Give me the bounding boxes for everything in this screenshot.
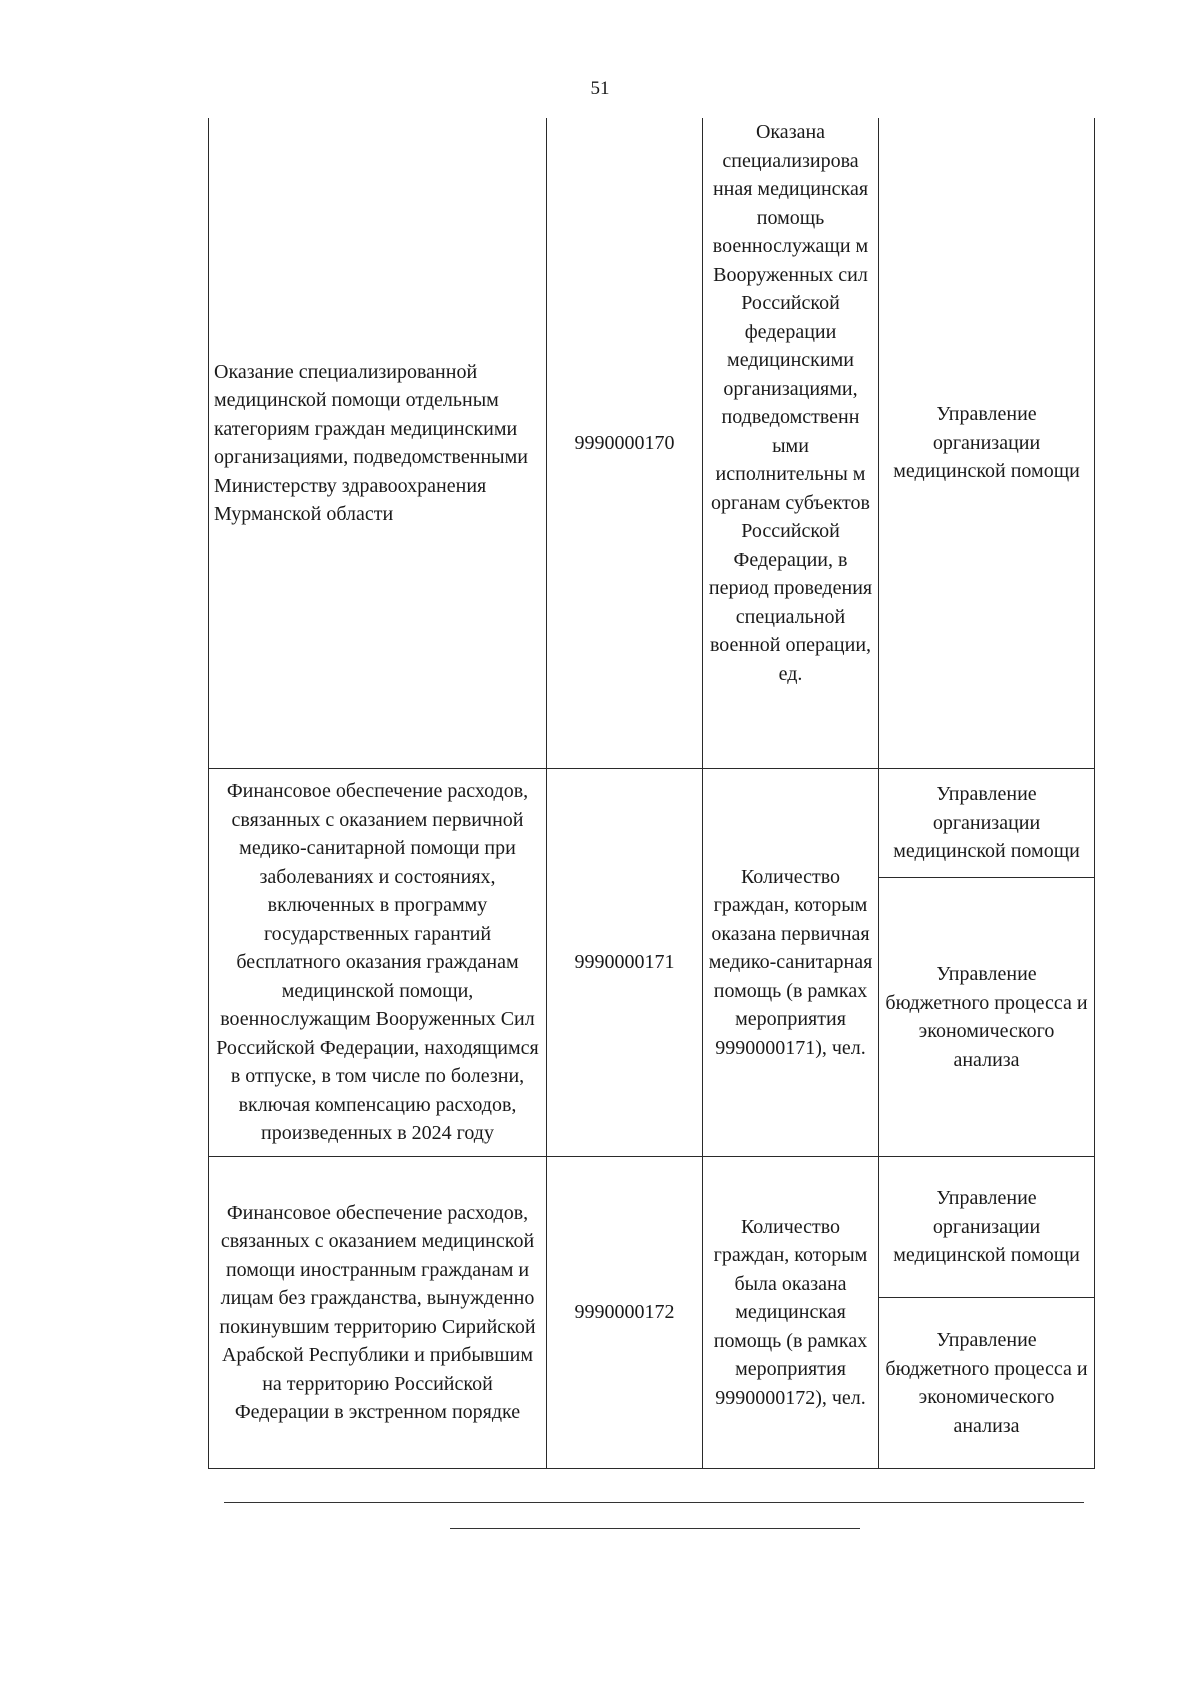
event-code-cell: 9990000171 (547, 769, 703, 1157)
department-cell: Управление бюджетного процесса и экономического анализа (879, 878, 1095, 1157)
event-code-cell: 9990000172 (547, 1157, 703, 1469)
document-table (208, 118, 1095, 1469)
footer-divider-short (450, 1528, 860, 1529)
indicator-cell: Количество граждан, которым была оказана медицинская помощь (в рамках мероприятия 9990000172), чел. (703, 1157, 879, 1469)
department-cell: Управление организации медицинской помощи (879, 1157, 1095, 1298)
page-number: 51 (590, 78, 610, 99)
department-cell: Управление организации медицинской помощи (879, 769, 1095, 878)
indicator-cell: Оказана специализирова нная медицинская помощь военнослужащи м Вооруженных сил Российской федерации медицинскими организациями, подведомственн ыми исполнительны м органам субъектов Российской Федерации, в период проведения специальной военной операции, ед. (703, 118, 879, 769)
footer-divider (224, 1502, 1084, 1503)
department-cell: Управление бюджетного процесса и экономического анализа (879, 1298, 1095, 1469)
department-cell: Управление организации медицинской помощи (879, 118, 1095, 769)
event-name-cell: Оказание специализированной медицинской помощи отдельным категориям граждан медицинскими организациями, подведомственными Министерству здравоохранения Мурманской области (209, 118, 547, 769)
table-row (209, 769, 1095, 878)
indicator-cell: Количество граждан, которым оказана первичная медико-санитарная помощь (в рамках мероприятия 9990000171), чел. (703, 769, 879, 1157)
table-row (209, 118, 1095, 769)
table-row (209, 1157, 1095, 1298)
event-name-cell: Финансовое обеспечение расходов, связанных с оказанием первичной медико-санитарной помощи при заболеваниях и состояниях, включенных в программу государственных гарантий бесплатного оказания гражданам медицинской помощи, военнослужащим Вооруженных Сил Российской Федерации, находящимся в отпуске, в том числе по болезни, включая компенсацию расходов, произведенных в 2024 году (209, 769, 547, 1157)
event-name-cell: Финансовое обеспечение расходов, связанных с оказанием медицинской помощи иностранным гражданам и лицам без гражданства, вынужденно покинувшим территорию Сирийской Арабской Республики и прибывшим на территорию Российской Федерации в экстренном порядке (209, 1157, 547, 1469)
event-code-cell: 9990000170 (547, 118, 703, 769)
